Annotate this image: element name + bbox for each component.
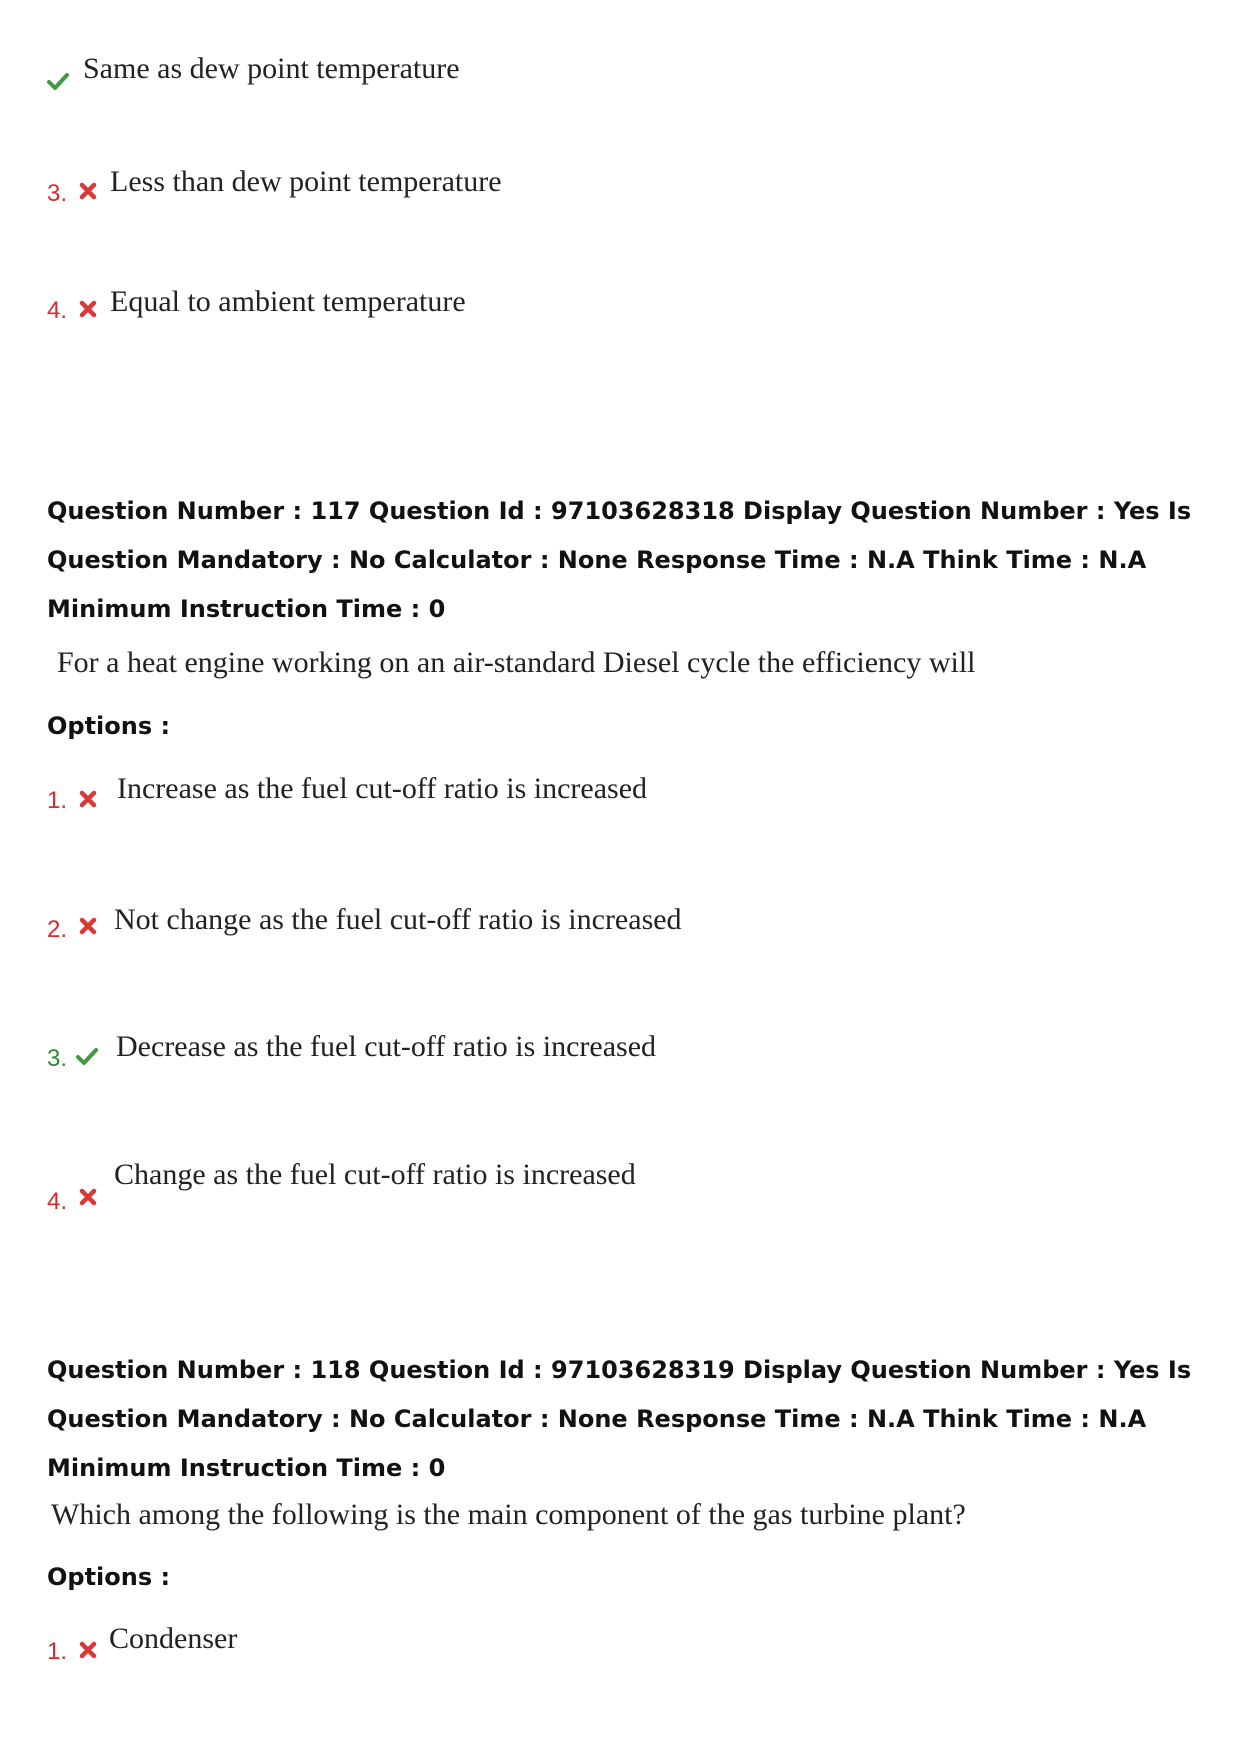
option-row <box>47 52 1147 112</box>
option-text: Increase as the fuel cut-off ratio is increased <box>117 772 648 805</box>
cross-icon <box>77 180 99 202</box>
question-meta: Question Number : 118 Question Id : 97103628319 Display Question Number : Yes Is Question Mandatory : No Calculator : None Response Time : N.A Think Time : N.A Minimum Instruction Time : 0 <box>47 1356 1192 1482</box>
option-text: Equal to ambient temperature <box>110 285 466 318</box>
option-text: Condenser <box>109 1622 238 1655</box>
option-number: 1. <box>47 787 68 814</box>
cross-icon <box>77 1186 99 1208</box>
option-number: 3. <box>47 1045 68 1072</box>
option-row <box>47 285 1147 345</box>
option-text: Decrease as the fuel cut-off ratio is increased <box>116 1030 657 1063</box>
options-label: Options : <box>47 712 171 740</box>
option-text: Same as dew point temperature <box>83 52 460 85</box>
option-row <box>47 903 1147 963</box>
check-icon <box>76 1045 98 1067</box>
check-icon <box>47 70 69 92</box>
cross-icon <box>77 1639 99 1661</box>
option-row <box>47 1030 1147 1090</box>
option-number: 3. <box>47 180 68 207</box>
option-row <box>47 1622 1147 1682</box>
option-row <box>47 1158 1147 1218</box>
question-text: For a heat engine working on an air-standard Diesel cycle the efficiency will <box>57 646 976 679</box>
question-meta: Question Number : 117 Question Id : 97103628318 Display Question Number : Yes Is Question Mandatory : No Calculator : None Response Time : N.A Think Time : N.A Minimum Instruction Time : 0 <box>47 497 1192 623</box>
option-text: Less than dew point temperature <box>110 165 502 198</box>
option-number: 2. <box>47 916 68 943</box>
question-text: Which among the following is the main component of the gas turbine plant? <box>51 1498 966 1531</box>
option-text: Change as the fuel cut-off ratio is increased <box>114 1158 636 1191</box>
option-row <box>47 165 1147 225</box>
cross-icon <box>77 915 99 937</box>
options-label: Options : <box>47 1563 171 1591</box>
cross-icon <box>77 298 99 320</box>
option-number: 1. <box>47 1638 68 1665</box>
option-number: 4. <box>47 297 68 324</box>
option-row <box>47 772 1147 832</box>
option-text: Not change as the fuel cut-off ratio is increased <box>114 903 682 936</box>
cross-icon <box>77 788 99 810</box>
option-number: 4. <box>47 1188 68 1215</box>
